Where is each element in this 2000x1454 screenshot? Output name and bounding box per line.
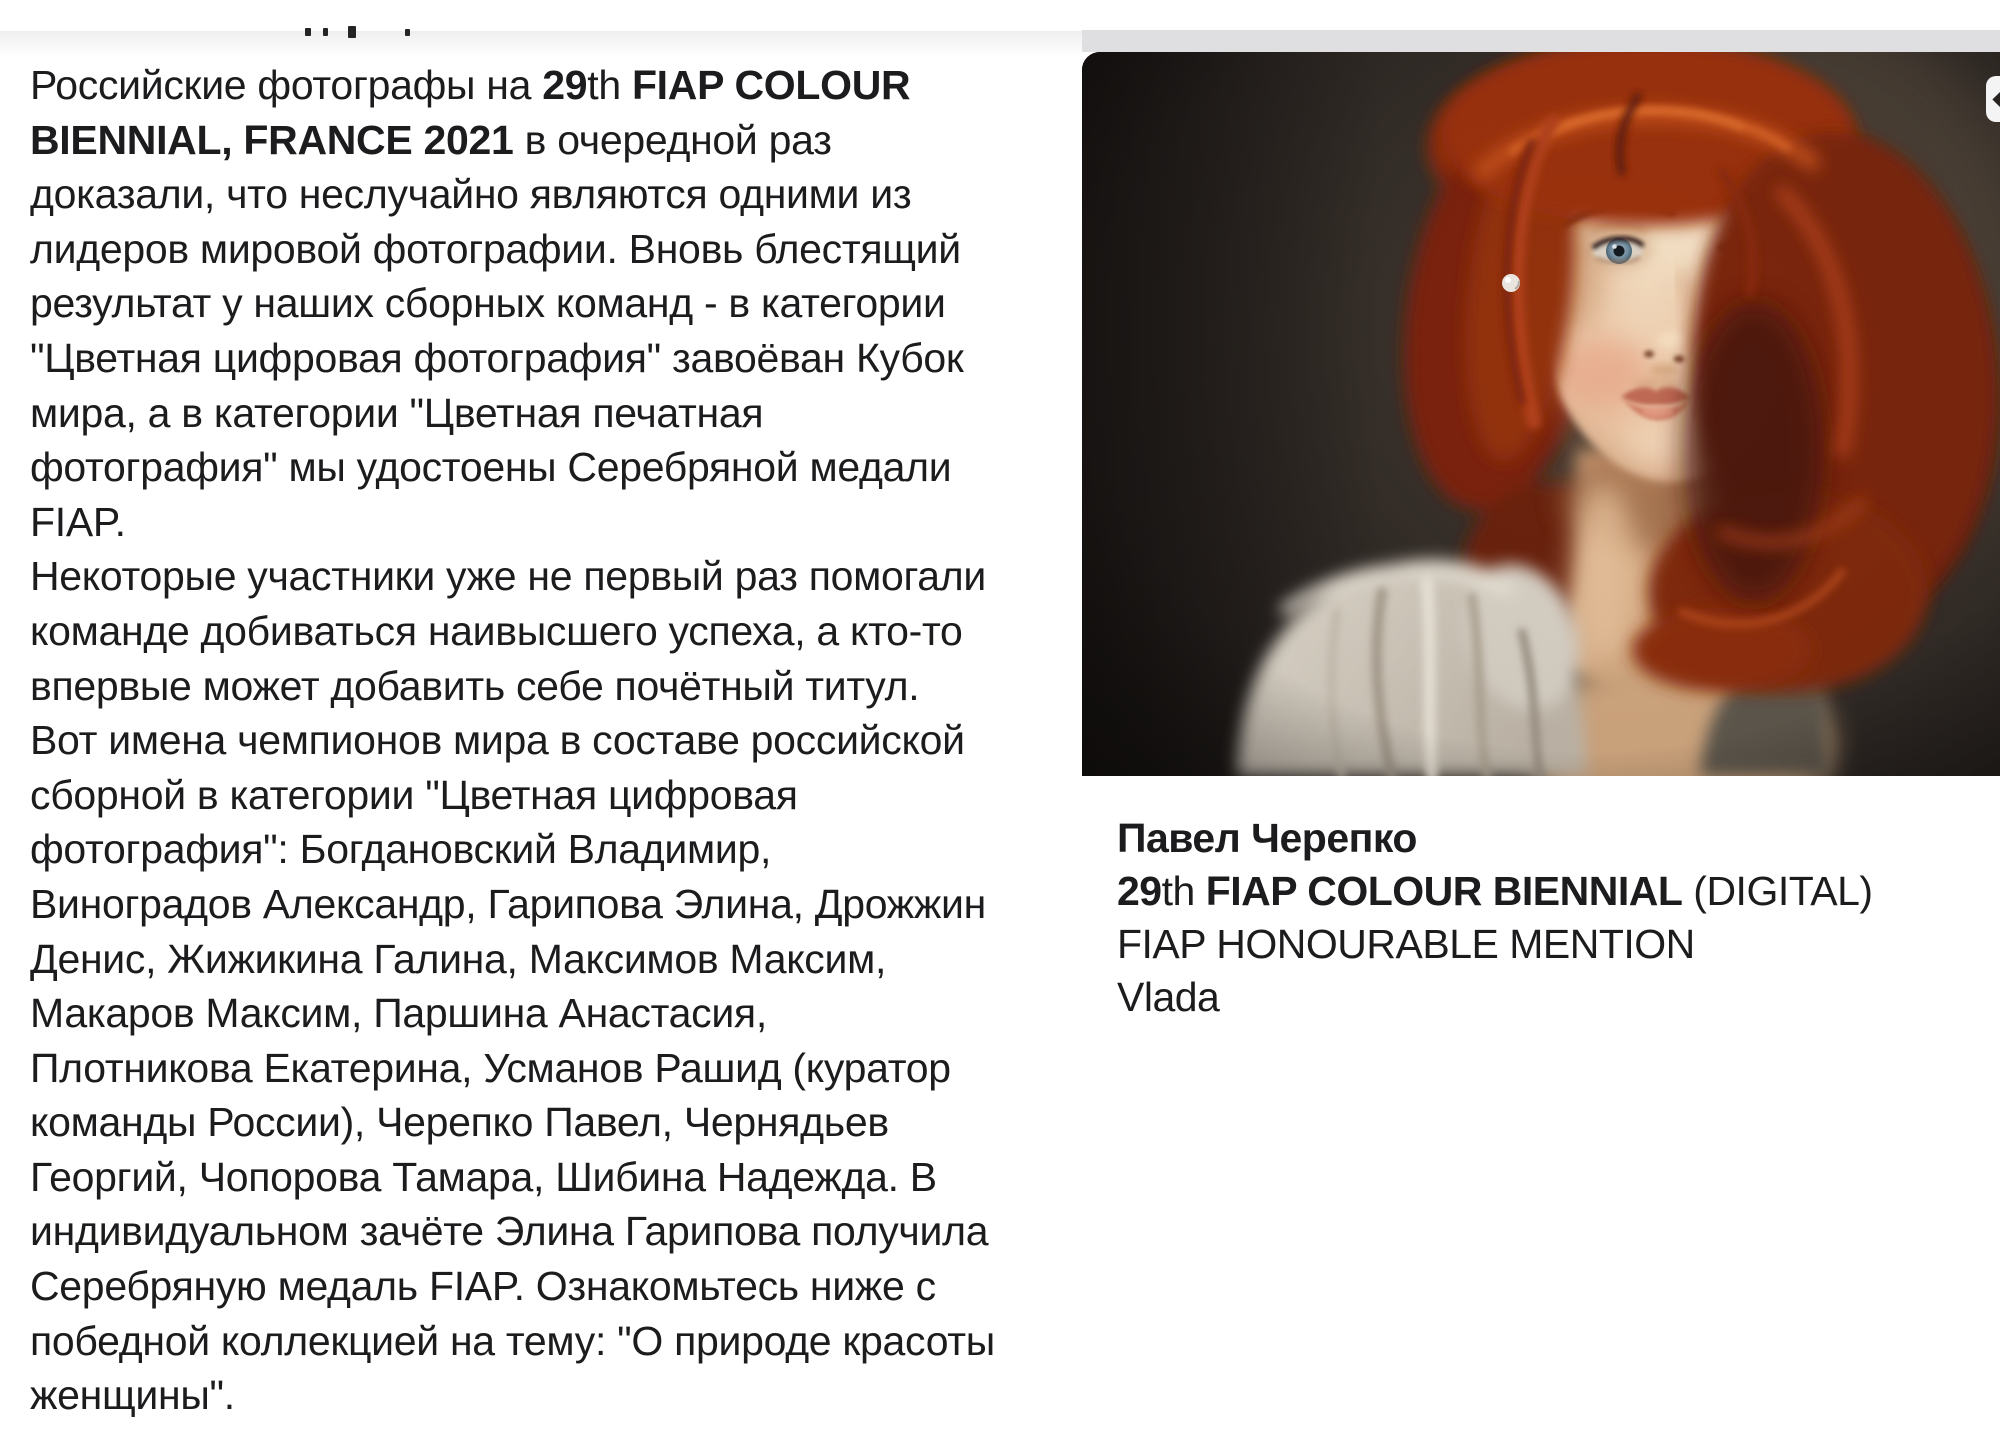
portrait-illustration xyxy=(1082,52,2000,776)
text-line xyxy=(30,659,1090,714)
clipped-action-icon[interactable] xyxy=(1986,76,2000,122)
text-segment-bold: 29 xyxy=(542,62,588,108)
clipped-action-icon-notch xyxy=(1991,92,2000,107)
text-line xyxy=(30,1314,1090,1369)
text-line xyxy=(30,1150,1090,1205)
text-line xyxy=(30,440,1090,495)
text-segment: Плотникова Екатерина, Усманов Рашид (куратор xyxy=(30,1044,951,1091)
photo-caption xyxy=(1117,812,1997,1024)
text-line xyxy=(30,768,1090,823)
text-line xyxy=(30,1204,1090,1259)
header-bottom-shadow xyxy=(0,31,1082,58)
text-segment: победной коллекцией на тему: "О природе красоты xyxy=(30,1317,995,1364)
text-segment-bold: BIENNIAL, FRANCE 2021 xyxy=(30,116,514,163)
text-segment: мира, а в категории "Цветная печатная xyxy=(30,389,764,436)
text-segment: Серебряную медаль FIAP. Ознакомьтесь ниже с xyxy=(30,1263,936,1310)
text-line xyxy=(30,113,1090,168)
vignette xyxy=(1082,52,2000,776)
text-segment-bold: FIAP COLOUR BIENNIAL xyxy=(1205,868,1683,914)
text-segment: Некоторые участники уже не первый раз помогали xyxy=(30,553,986,600)
article-text xyxy=(30,58,1090,1423)
text-line xyxy=(30,986,1090,1041)
text-line xyxy=(30,877,1090,932)
text-segment: женщины". xyxy=(30,1372,235,1419)
text-segment: th xyxy=(1161,868,1206,914)
text-line xyxy=(1117,971,1997,1024)
text-segment: Денис, Жижикина Галина, Максимов Максим, xyxy=(30,935,887,982)
text-line xyxy=(30,58,1090,113)
text-segment: команде добиваться наивысшего успеха, а кто-то xyxy=(30,607,963,654)
text-segment: (DIGITAL) xyxy=(1682,868,1873,914)
text-line xyxy=(30,1041,1090,1096)
text-segment: фотография": Богдановский Владимир, xyxy=(30,826,772,873)
text-segment: индивидуальном зачёте Элина Гарипова получила xyxy=(30,1208,989,1255)
text-line xyxy=(30,1095,1090,1150)
text-line xyxy=(30,331,1090,386)
text-line xyxy=(30,495,1090,550)
text-segment: Vlada xyxy=(1117,974,1220,1020)
text-line xyxy=(30,1368,1090,1423)
text-line xyxy=(1117,918,1997,971)
text-segment-bold: Павел Черепко xyxy=(1117,815,1417,861)
text-segment: команды России), Черепко Павел, Чернядьев xyxy=(30,1099,889,1146)
text-segment: Российские фотографы на xyxy=(30,62,543,108)
text-segment: результат у наших сборных команд - в категории xyxy=(30,280,946,327)
clipped-text-fragment xyxy=(405,29,410,36)
text-line xyxy=(30,276,1090,331)
text-segment: впервые может добавить себе почётный титул. xyxy=(30,662,920,709)
text-segment: Георгий, Чопорова Тамара, Шибина Надежда. В xyxy=(30,1153,937,1200)
clipped-text-fragment xyxy=(305,28,311,36)
text-segment: FIAP. xyxy=(30,498,126,545)
text-segment: лидеров мировой фотографии. Вновь блестящий xyxy=(30,225,961,272)
text-segment: "Цветная цифровая фотография" завоёван Кубок xyxy=(30,334,964,381)
text-segment-bold: 29 xyxy=(1117,868,1162,914)
portrait-photo[interactable] xyxy=(1082,52,2000,776)
text-line xyxy=(30,713,1090,768)
text-line xyxy=(30,604,1090,659)
text-line xyxy=(30,167,1090,222)
text-segment: Вот имена чемпионов мира в составе российской xyxy=(30,717,965,764)
text-line xyxy=(30,222,1090,277)
text-line xyxy=(30,386,1090,441)
text-line xyxy=(1117,812,1997,865)
text-segment-bold: FIAP COLOUR xyxy=(631,62,911,108)
text-segment: фотография" мы удостоены Серебряной медали xyxy=(30,444,952,491)
text-line xyxy=(30,549,1090,604)
text-segment: th xyxy=(587,62,632,108)
clipped-text-fragment xyxy=(323,28,328,36)
text-line xyxy=(30,932,1090,987)
text-segment: Виноградов Александр, Гарипова Элина, Дрожжин xyxy=(30,880,986,927)
text-line xyxy=(30,1259,1090,1314)
clipped-text-fragment xyxy=(348,26,356,38)
text-line xyxy=(30,822,1090,877)
text-segment: доказали, что неслучайно являются одними из xyxy=(30,171,912,218)
text-segment: Макаров Максим, Паршина Анастасия, xyxy=(30,990,767,1037)
text-line xyxy=(1117,865,1997,918)
text-segment: в очередной раз xyxy=(513,116,832,163)
text-segment: FIAP HONOURABLE MENTION xyxy=(1117,921,1695,967)
photo-top-strip xyxy=(1082,30,2000,52)
text-segment: сборной в категории "Цветная цифровая xyxy=(30,771,798,818)
